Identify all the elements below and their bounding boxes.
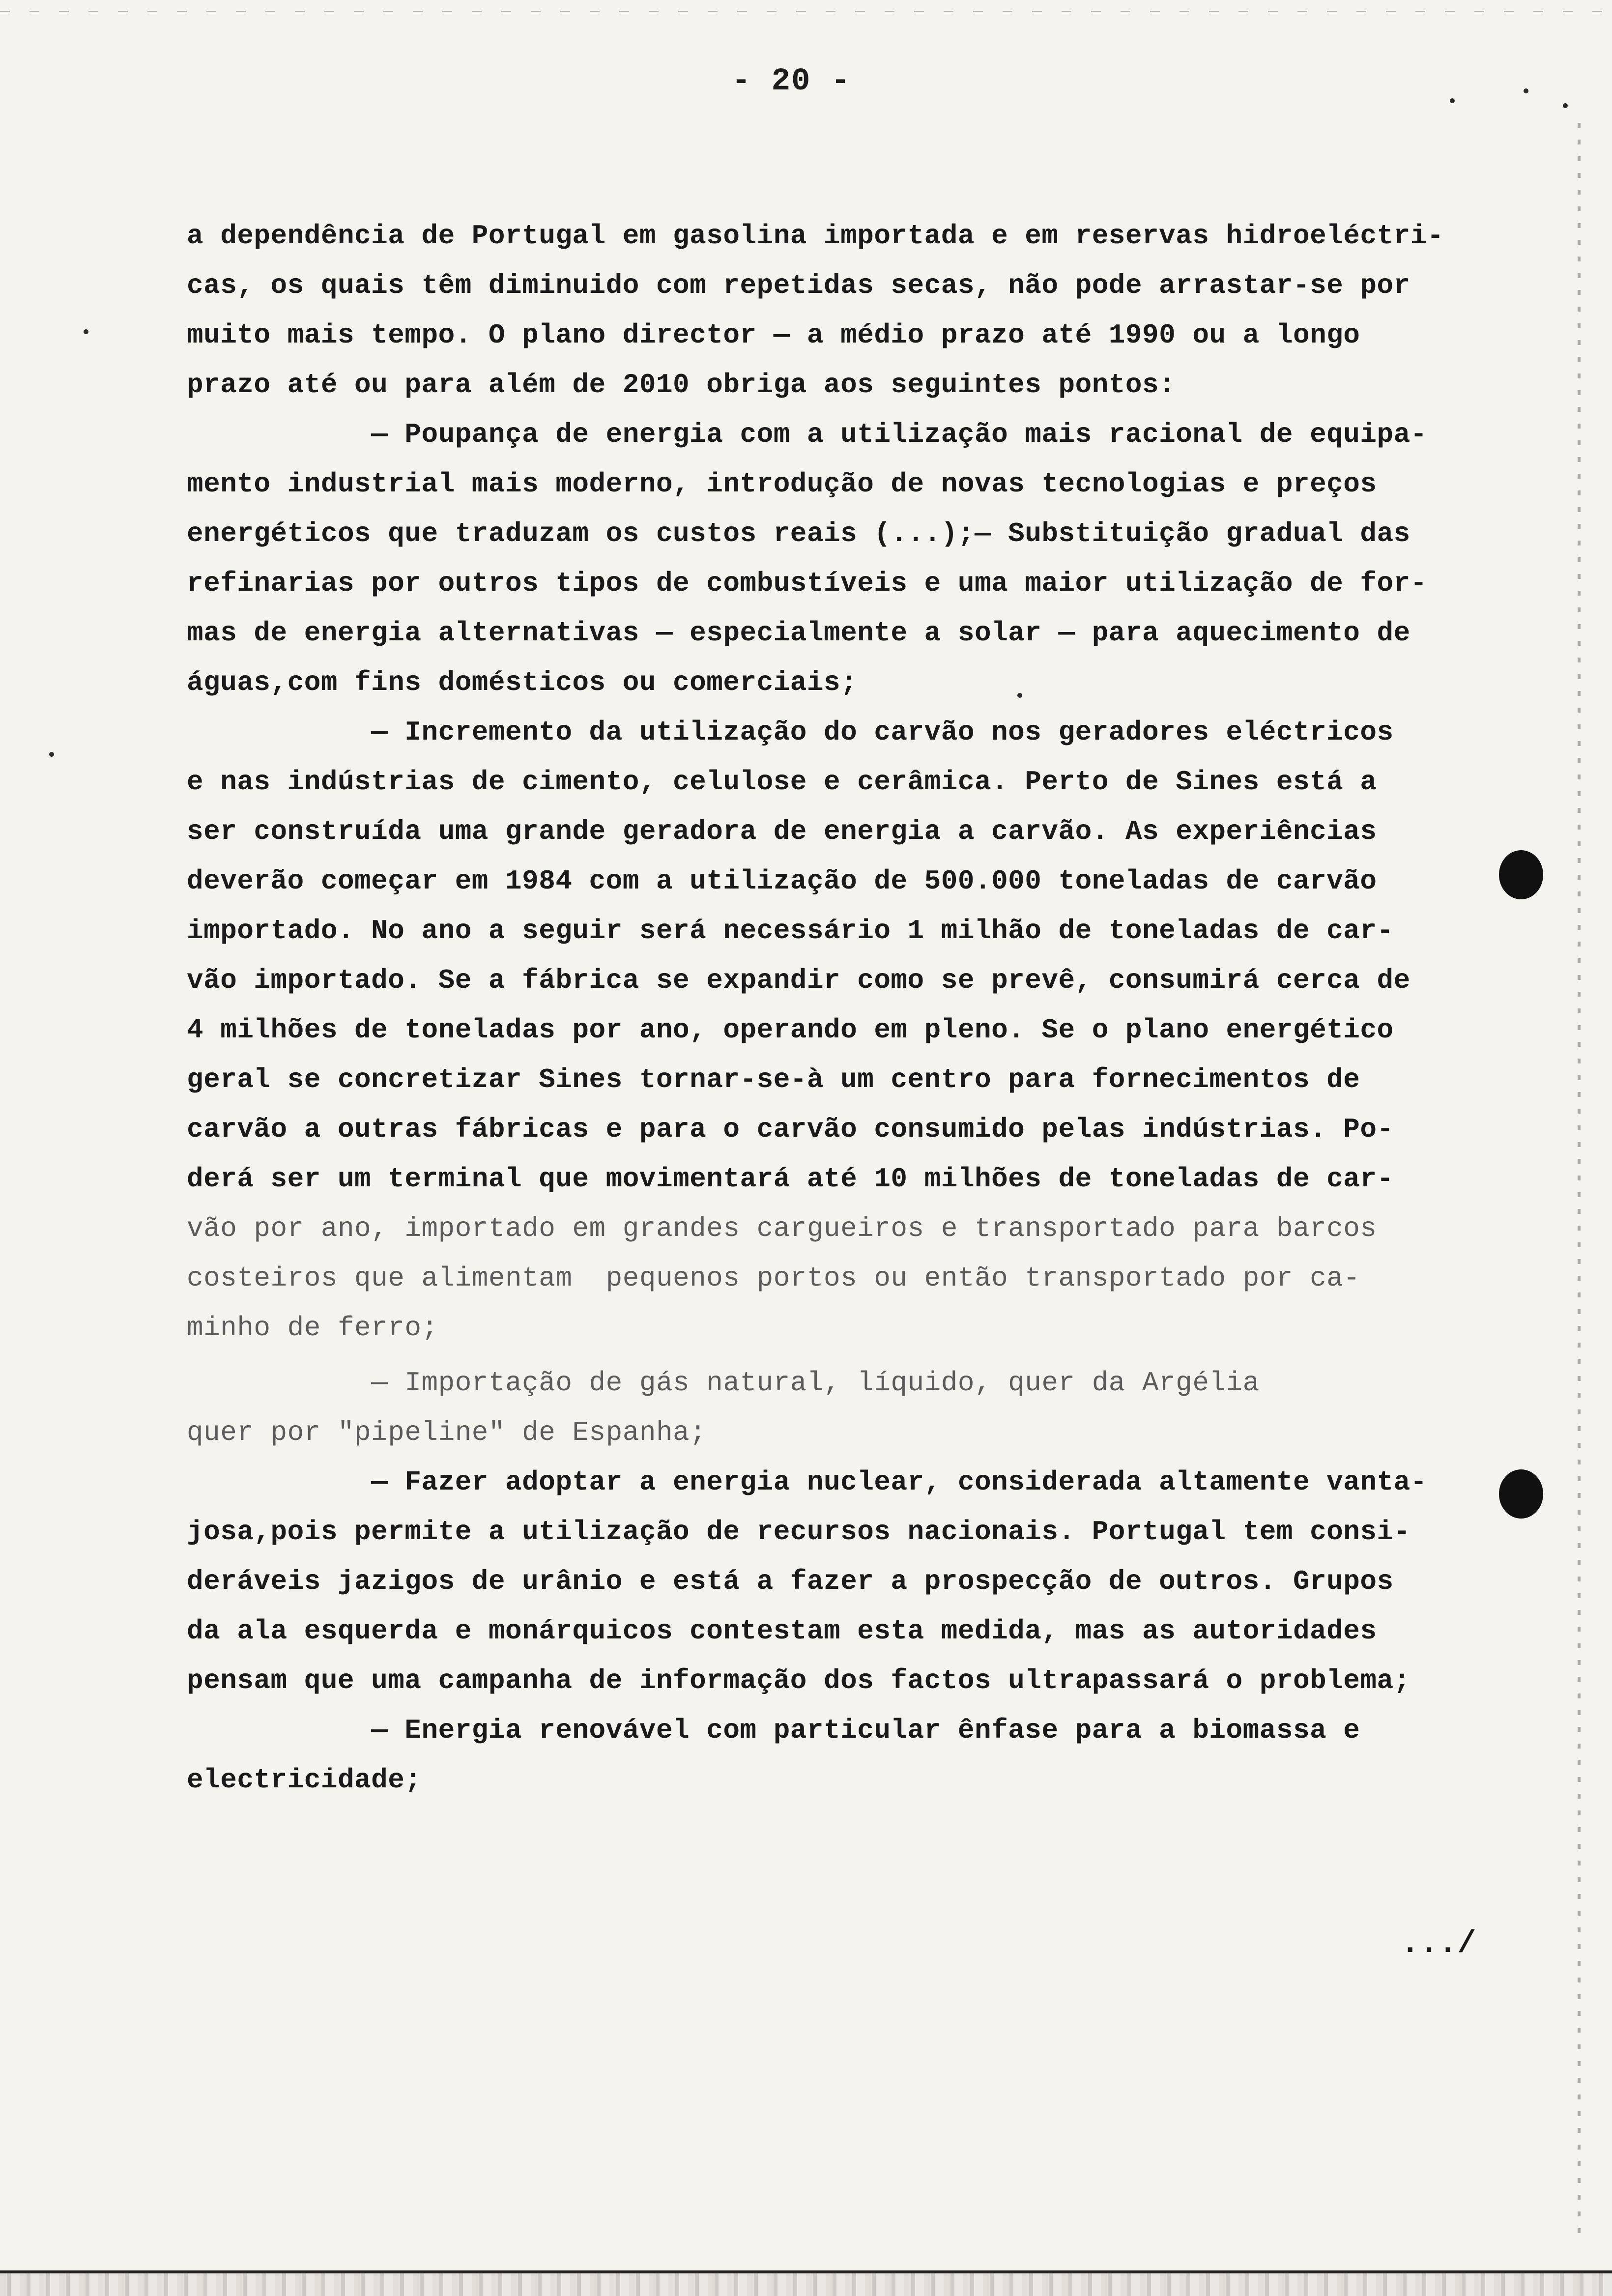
text-line: derá ser um terminal que movimentará até 10 milhões de toneladas de car- — [187, 1163, 1394, 1195]
scan-speck — [84, 329, 88, 334]
text-line: ser construída uma grande geradora de energia a carvão. As experiências — [187, 816, 1377, 847]
text-line: importado. No ano a seguir será necessário 1 milhão de toneladas de car- — [187, 915, 1394, 947]
scan-speck — [1017, 693, 1022, 698]
text-line: águas,com fins domésticos ou comerciais; — [187, 667, 858, 698]
text-line: electricidade; — [187, 1764, 422, 1796]
text-line: muito mais tempo. O plano director — a médio prazo até 1990 ou a longo — [187, 319, 1360, 351]
text-line: a dependência de Portugal em gasolina importada e em reservas hidroeléctri- — [187, 220, 1444, 252]
text-line: deráveis jazigos de urânio e está a fazer a prospecção de outros. Grupos — [187, 1566, 1394, 1597]
text-line: cas, os quais têm diminuido com repetidas secas, não pode arrastar-se por — [187, 270, 1410, 301]
scan-speck — [49, 752, 54, 757]
punch-hole — [1499, 850, 1543, 899]
continuation-mark: .../ — [1401, 1926, 1476, 1962]
text-line: e nas indústrias de cimento, celulose e cerâmica. Perto de Sines está a — [187, 766, 1377, 798]
page-number: - 20 - — [731, 64, 851, 99]
punch-hole — [1499, 1469, 1543, 1519]
text-line: energéticos que traduzam os custos reais (...);— Substituição gradual das — [187, 518, 1410, 549]
text-line: mas de energia alternativas — especialmente a solar — para aquecimento de — [187, 617, 1410, 649]
text-line: quer por "pipeline" de Espanha; — [187, 1417, 707, 1448]
scan-edge-noise — [1578, 123, 1581, 2236]
text-line: mento industrial mais moderno, introdução de novas tecnologias e preços — [187, 468, 1377, 500]
text-line: — Poupança de energia com a utilização mais racional de equipa- — [187, 419, 1427, 450]
scan-speck — [1524, 88, 1528, 93]
text-line: josa,pois permite a utilização de recursos nacionais. Portugal tem consi- — [187, 1516, 1410, 1548]
scan-speck — [1450, 98, 1455, 103]
text-line: minho de ferro; — [187, 1312, 438, 1344]
body-text — [187, 211, 1543, 1805]
text-line: 4 milhões de toneladas por ano, operando em pleno. Se o plano energético — [187, 1014, 1394, 1046]
text-line: — Importação de gás natural, líquido, quer da Argélia — [187, 1367, 1260, 1399]
text-line: geral se concretizar Sines tornar-se-à um centro para fornecimentos de — [187, 1064, 1360, 1095]
text-line: prazo até ou para além de 2010 obriga aos seguintes pontos: — [187, 369, 1176, 401]
text-line: vão por ano, importado em grandes cargueiros e transportado para barcos — [187, 1213, 1377, 1244]
text-line: — Fazer adoptar a energia nuclear, considerada altamente vanta- — [187, 1466, 1427, 1498]
scan-bottom-edge — [0, 2273, 1612, 2296]
scan-speck — [1563, 103, 1568, 108]
text-line: da ala esquerda e monárquicos contestam esta medida, mas as autoridades — [187, 1615, 1377, 1647]
text-line: — Energia renovável com particular ênfase para a biomassa e — [187, 1715, 1360, 1746]
text-line: refinarias por outros tipos de combustíveis e uma maior utilização de for- — [187, 568, 1427, 599]
text-line: pensam que uma campanha de informação dos factos ultrapassará o problema; — [187, 1665, 1410, 1696]
text-line: costeiros que alimentam pequenos portos ou então transportado por ca- — [187, 1263, 1360, 1294]
text-line: vão importado. Se a fábrica se expandir como se prevê, consumirá cerca de — [187, 965, 1410, 996]
text-line: deverão começar em 1984 com a utilização de 500.000 toneladas de carvão — [187, 865, 1377, 897]
text-line: carvão a outras fábricas e para o carvão consumido pelas indústrias. Po- — [187, 1114, 1394, 1145]
scan-top-edge — [0, 11, 1612, 12]
text-line: — Incremento da utilização do carvão nos geradores eléctricos — [187, 717, 1394, 748]
